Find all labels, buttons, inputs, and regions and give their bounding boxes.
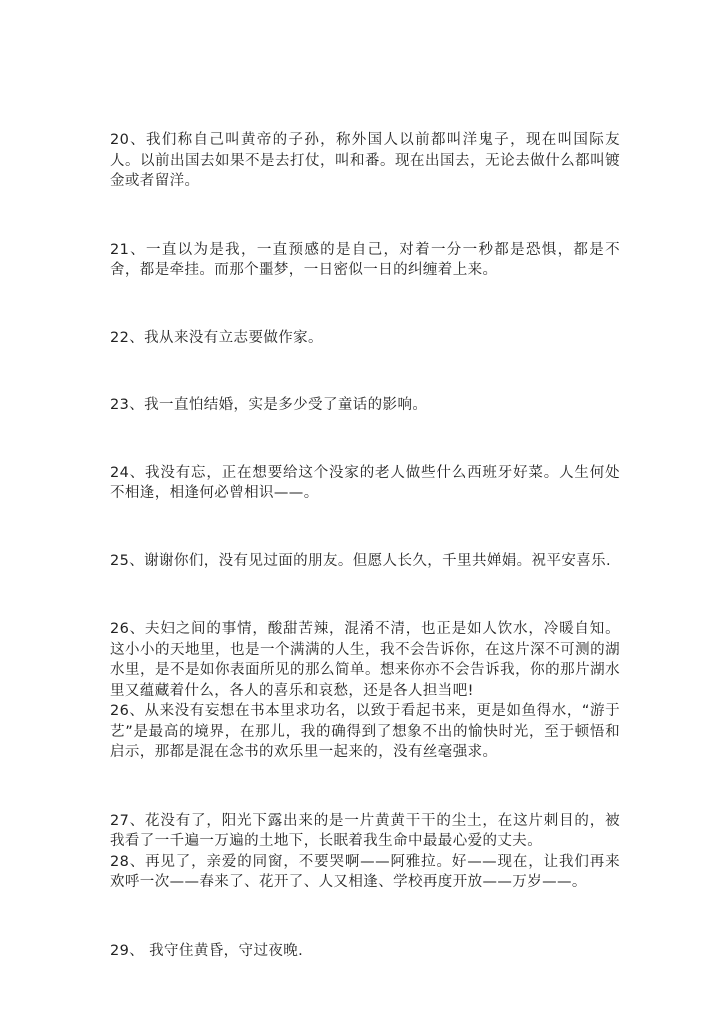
paragraph-23: 23、我一直怕结婚，实是多少受了童话的影响。 (110, 397, 428, 413)
paragraph-22: 22、我从来没有立志要做作家。 (110, 329, 323, 346)
paragraph-26b: 26、从来没有妄想在书本里求功名，以致于看起书来，更是如鱼得水，“游于艺”是最高的境界，在那儿，我的确得到了想象不出的愉快时光，至于顿悟和启示，那都是混在念书的欢乐里一起来的，没有丝毫强求。 (110, 703, 620, 760)
paragraph-29: 29、 我守住黄昏，守过夜晚. (110, 942, 304, 959)
paragraph-21: 21、一直以为是我，一直预感的是自己，对着一分一秒都是恐惧，都是不舍，都是牵挂。而那个噩梦，一日密似一日的纠缠着上来。 (110, 241, 620, 278)
paragraph-26a: 26、夫妇之间的事情，酸甜苦辣，混淆不清，也正是如人饮水，冷暖自知。这小小的天地里，也是一个满满的人生，我不会告诉你，在这片深不可测的湖水里，是不是如你表面所见的那么简单。想来你亦不会告诉我，你的那片湖水里又蕴藏着什么，各人的喜乐和哀愁，还是各人担当吧! (110, 621, 620, 699)
paragraph-27: 27、花没有了，阳光下露出来的是一片黄黄干干的尘土，在这片刺目的，被我看了一千遍一万遍的土地下，长眠着我生命中最最心爱的丈夫。 (110, 812, 620, 849)
paragraph-25: 25、谢谢你们，没有见过面的朋友。但愿人长久，千里共婵娟。祝平安喜乐. (110, 552, 612, 569)
paragraph-20: 20、我们称自己叫黄帝的子孙，称外国人以前都叫洋鬼子，现在叫国际友人。以前出国去如果不是去打仗，叫和番。现在出国去，无论去做什么都叫镀金或者留洋。 (110, 132, 620, 189)
paragraph-28: 28、再见了，亲爱的同窗，不要哭啊——阿雅拉。好——现在，让我们再来欢呼一次——春来了、花开了、人又相逢、学校再度开放——万岁——。 (110, 853, 620, 890)
paragraph-24: 24、我没有忘，正在想要给这个没家的老人做些什么西班牙好菜。人生何处不相逢，相逢何必曾相识——。 (110, 464, 620, 501)
document-page (110, 130, 620, 961)
